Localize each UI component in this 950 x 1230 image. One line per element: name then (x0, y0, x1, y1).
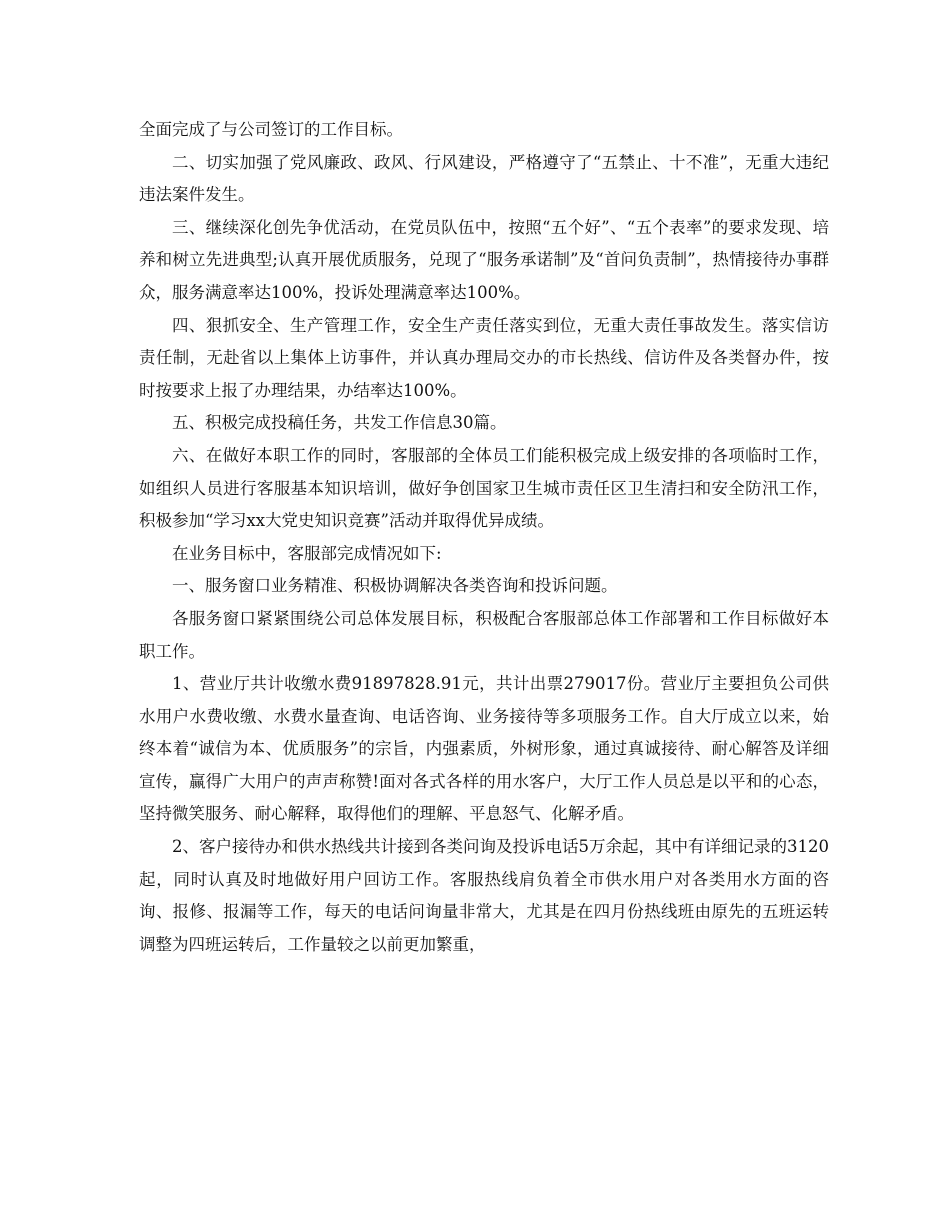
paragraph-8: 一、服务窗口业务精准、积极协调解决各类咨询和投诉问题。 (172, 576, 618, 596)
paragraph-11: 2、客户接待办和供水热线共计接到各类问询及投诉电话5万余起，其中有详细记录的3120起，同时认真及时地做好用户回访工作。客服热线肩负着全市供水用户对各类用水方面的咨询、报修、报漏等工作，每天的电话问询量非常大，尤其是在四月份热线班由原先的五班运转调整为四班运转后，工作量较之以前更加繁重， (139, 837, 829, 954)
paragraph-9: 各服务窗口紧紧围绕公司总体发展目标，积极配合客服部总体工作部署和工作目标做好本职工作。 (139, 608, 829, 661)
paragraph-3: 三、继续深化创先争优活动，在党员队伍中，按照“五个好”、“五个表率”的要求发现、培养和树立先进典型;认真开展优质服务，兑现了“服务承诺制”及“首问负责制”，热情接待办事群众，服务满意率达100%，投诉处理满意率达100%。 (139, 217, 829, 302)
paragraph-2: 二、切实加强了党风廉政、政风、行风建设，严格遵守了“五禁止、十不准”，无重大违纪违法案件发生。 (139, 152, 829, 205)
paragraph-1: 全面完成了与公司签订的工作目标。 (139, 120, 403, 139)
paragraph-6: 六、在做好本职工作的同时，客服部的全体员工们能积极完成上级安排的各项临时工作，如组织人员进行客服基本知识培训，做好争创国家卫生城市责任区卫生清扫和安全防汛工作，积极参加“学习xx大党史知识竞赛”活动并取得优异成绩。 (139, 445, 829, 531)
document-body (139, 114, 829, 961)
paragraph-7: 在业务目标中，客服部完成情况如下: (172, 543, 442, 563)
paragraph-5: 五、积极完成投稿任务，共发工作信息30篇。 (172, 413, 507, 433)
paragraph-10: 1、营业厅共计收缴水费91897828.91元，共计出票279017份。营业厅主要担负公司供水用户水费收缴、水费水量查询、电话咨询、业务接待等多项服务工作。自大厅成立以来，始终本着“诚信为本、优质服务”的宗旨，内强素质，外树形象，通过真诚接待、耐心解答及详细宣传，赢得广大用户的声声称赞!面对各式各样的用水客户，大厅工作人员总是以平和的心态，坚持微笑服务、耐心解释，取得他们的理解、平息怒气、化解矛盾。 (139, 674, 829, 824)
paragraph-4: 四、狠抓安全、生产管理工作，安全生产责任落实到位，无重大责任事故发生。落实信访责任制，无赴省以上集体上访事件，并认真办理局交办的市长热线、信访件及各类督办件，按时按要求上报了办理结果，办结率达100%。 (139, 315, 829, 400)
